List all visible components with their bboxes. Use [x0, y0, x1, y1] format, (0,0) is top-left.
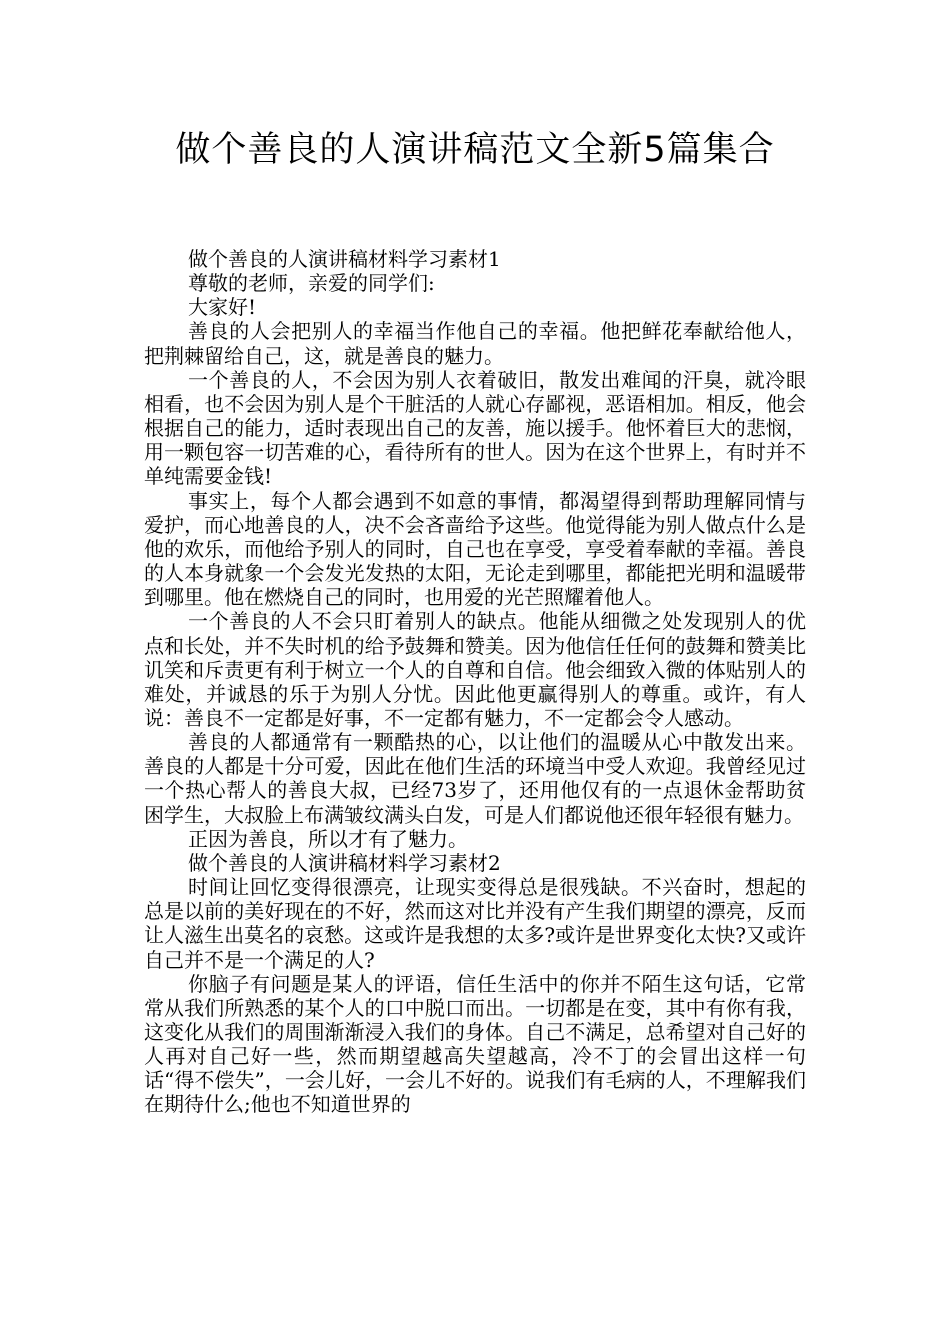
heading-material-1: 做个善良的人演讲稿材料学习素材1	[188, 247, 501, 271]
paragraph: 事实上，每个人都会遇到不如意的事情，都渴望得到帮助理解同情与爱护，而心地善良的人，决不会吝啬给予这些。他觉得能为别人做点什么是他的欢乐，而他给予别人的同时，自己也在享受，享受着奉献的幸福。善良的人本身就象一个会发光发热的太阳，无论走到哪里，都能把光明和温暖带到哪里。他在燃烧自己的同时，也用爱的光芒照耀着他人。	[144, 488, 806, 610]
paragraph: 你脑子有问题是某人的评语，信任生活中的你并不陌生这句话，它常常从我们所熟悉的某个人的口中脱口而出。一切都是在变，其中有你有我，这变化从我们的周围渐渐浸入我们的身体。自己不满足，总希望对自己好的人再对自己好一些，然而期望越高失望越高，冷不丁的会冒出这样一句话“得不偿失”，一会儿好，一会儿不好的。说我们有毛病的人，不理解我们在期待什么;他也不知道世界的	[144, 971, 806, 1117]
paragraph: 一个善良的人不会只盯着别人的缺点。他能从细微之处发现别人的优点和长处，并不失时机的给予鼓舞和赞美。因为他信任任何的鼓舞和赞美比讥笑和斥责更有利于树立一个人的自尊和自信。他会细致入微的体贴别人的难处，并诚恳的乐于为别人分忧。因此他更赢得别人的尊重。或许，有人说：善良不一定都是好事，不一定都有魅力，不一定都会令人感动。	[144, 609, 806, 730]
paragraph: 善良的人会把别人的幸福当作他自己的幸福。他把鲜花奉献给他人，把荆棘留给自己，这，就是善良的魅力。	[144, 319, 806, 368]
document-body	[144, 247, 806, 1117]
greeting: 大家好!	[188, 295, 257, 320]
salutation: 尊敬的老师，亲爱的同学们:	[188, 271, 435, 296]
paragraph: 正因为善良，所以才有了魅力。	[188, 826, 468, 851]
document-title: 做个善良的人演讲稿范文全新5篇集合	[175, 130, 775, 170]
paragraph: 善良的人都通常有一颗酷热的心，以让他们的温暖从心中散发出来。善良的人都是十分可爱，因此在他们生活的环境当中受人欢迎。我曾经见过一个热心帮人的善良大叔，已经73岁了，还用他仅有的一点退休金帮助贫困学生，大叔脸上布满皱纹满头白发，可是人们都说他还很年轻很有魅力。	[144, 730, 806, 827]
heading-material-2: 做个善良的人演讲稿材料学习素材2	[188, 850, 501, 875]
paragraph: 时间让回忆变得很漂亮，让现实变得总是很残缺。不兴奋时，想起的总是以前的美好现在的不好，然而这对比并没有产生我们期望的漂亮，反而让人滋生出莫名的哀愁。这或许是我想的太多?或许是世界变化太快?又或许自己并不是一个满足的人?	[144, 875, 806, 972]
paragraph: 一个善良的人，不会因为别人衣着破旧，散发出难闻的汗臭，就冷眼相看，也不会因为别人是个干脏活的人就心存鄙视，恶语相加。相反，他会根据自己的能力，适时表现出自己的友善，施以援手。他怀着巨大的悲悯，用一颗包容一切苦难的心，看待所有的世人。因为在这个世界上，有时并不单纯需要金钱!	[144, 367, 806, 489]
